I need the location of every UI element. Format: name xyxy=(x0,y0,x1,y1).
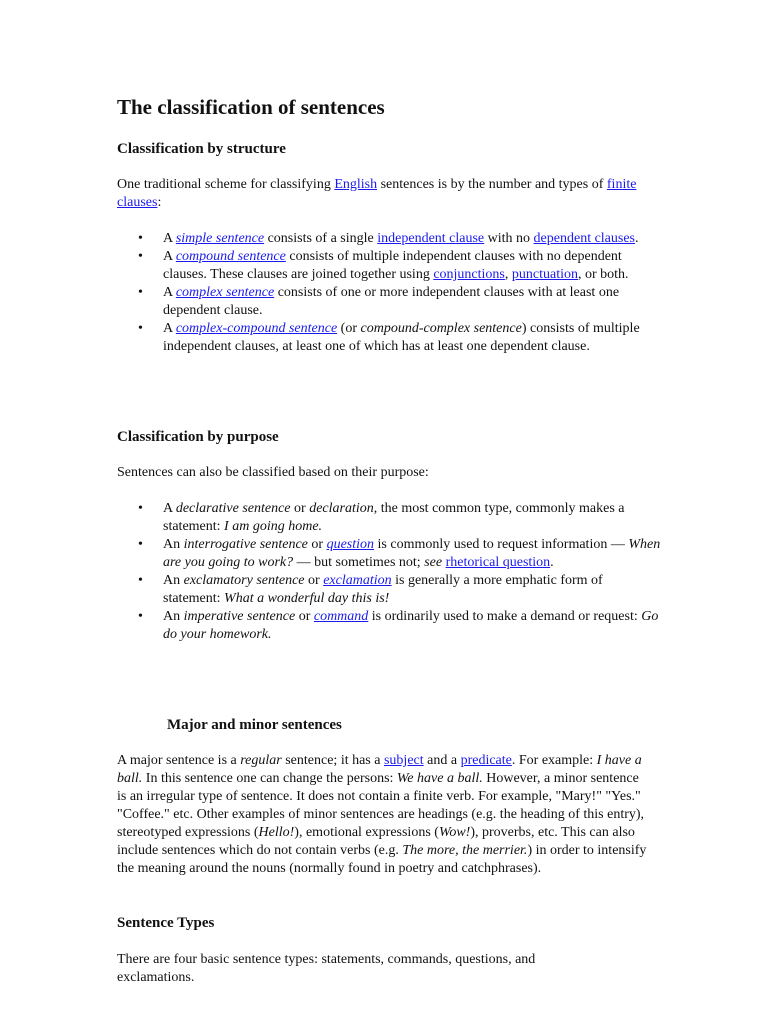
term: simple sentence xyxy=(175,231,265,246)
list-item xyxy=(117,608,662,644)
text: An xyxy=(163,573,184,588)
text: A xyxy=(163,321,176,336)
list-item xyxy=(117,500,662,536)
text: One traditional scheme for classifying xyxy=(117,177,335,192)
term: imperative sentence xyxy=(183,609,296,624)
link-clauses[interactable]: clauses xyxy=(117,195,158,210)
major-minor-heading-block xyxy=(167,715,662,735)
purpose-intro-block xyxy=(117,464,662,482)
text: , the most common type, commonly makes a statement: xyxy=(163,501,625,534)
text: An xyxy=(163,609,184,624)
text: and a xyxy=(423,753,461,768)
text: . xyxy=(550,555,554,570)
term: compound sentence xyxy=(175,249,286,264)
text: or xyxy=(304,573,324,588)
sentence-types-heading-block xyxy=(117,913,662,933)
text: or xyxy=(290,501,310,516)
link-command[interactable] xyxy=(314,609,368,624)
term: declarative sentence xyxy=(175,501,291,516)
example: Go do your homework. xyxy=(163,609,659,642)
purpose-heading-block xyxy=(117,427,662,447)
list-item xyxy=(117,320,662,356)
text: ) in order to intensify the meaning around the nouns (normally found in poetry and catchphrases). xyxy=(117,843,647,876)
link-exclamation[interactable] xyxy=(323,573,391,588)
link-rhetorical-question[interactable]: rhetorical question xyxy=(445,555,551,570)
text: A xyxy=(163,249,176,264)
text: consists of one or more independent clauses with at least one dependent clause. xyxy=(163,285,620,318)
list-item xyxy=(117,572,662,608)
text: : xyxy=(157,195,162,210)
text: ), emotional expressions ( xyxy=(294,825,439,840)
text: is generally a more emphatic form of statement: xyxy=(163,573,603,606)
term: complex sentence xyxy=(175,285,275,300)
purpose-list xyxy=(117,500,662,644)
text: In this sentence one can change the persons: xyxy=(142,771,397,786)
term: compound-complex sentence xyxy=(360,321,522,336)
text: sentences is by the number and types of xyxy=(377,177,607,192)
link-conjunctions[interactable]: conjunctions xyxy=(433,267,505,282)
term: complex-compound sentence xyxy=(175,321,338,336)
example: I have a ball. xyxy=(117,753,642,786)
text: A major sentence is a xyxy=(117,753,241,768)
text: (or xyxy=(337,321,361,336)
text: is commonly used to request information — xyxy=(374,537,629,552)
structure-heading: Classification by structure xyxy=(117,141,286,157)
text: or xyxy=(307,537,327,552)
text: However, a minor sentence is an irregular type of sentence. It does not contain a finite verb. For example, "Mary!" "Yes." "Coffee." etc. Other examples of minor sentences are headings (e.g. the heading of this entry), stereotyped expressions ( xyxy=(117,771,645,840)
list-item xyxy=(117,248,662,284)
term: regular xyxy=(240,753,282,768)
text: , or both. xyxy=(577,267,629,282)
text: is ordinarily used to make a demand or request: xyxy=(368,609,642,624)
structure-list xyxy=(117,230,662,356)
page-title: The classification of sentences xyxy=(117,95,385,119)
link-subject[interactable]: subject xyxy=(383,753,424,768)
text: ), proverbs, etc. This can also include sentences which do not contain verbs (e.g. xyxy=(117,825,635,858)
purpose-list-block xyxy=(117,500,662,644)
text: — but sometimes not; xyxy=(293,555,425,570)
example: What a wonderful day this is! xyxy=(224,591,390,606)
purpose-intro: Sentences can also be classified based on their purpose: xyxy=(117,465,429,480)
link-finite[interactable]: finite xyxy=(606,177,637,192)
link-predicate[interactable]: predicate xyxy=(460,753,512,768)
structure-intro xyxy=(117,176,662,212)
link-dependent-clauses[interactable]: dependent clauses xyxy=(533,231,636,246)
text: ) consists of multiple independent clauses, at least one of which has at least one dependent clause. xyxy=(163,321,640,354)
term: question xyxy=(326,537,375,552)
term: exclamatory sentence xyxy=(183,573,305,588)
example: Wow! xyxy=(438,825,471,840)
text: A xyxy=(163,231,176,246)
link-question[interactable] xyxy=(327,537,374,552)
term: interrogative sentence xyxy=(183,537,308,552)
text: consists of a single xyxy=(264,231,378,246)
link-english[interactable]: English xyxy=(334,177,378,192)
example: Hello! xyxy=(258,825,295,840)
term: command xyxy=(313,609,369,624)
example: The more, the merrier. xyxy=(402,843,528,858)
list-item xyxy=(117,284,662,320)
link-compound-sentence[interactable] xyxy=(176,249,286,264)
title-block xyxy=(117,94,662,120)
link-complex-compound-sentence[interactable] xyxy=(176,321,337,336)
example: I am going home. xyxy=(224,519,323,534)
text: A xyxy=(163,501,176,516)
text: A xyxy=(163,285,176,300)
list-item xyxy=(117,230,662,248)
list-item xyxy=(117,536,662,572)
structure-list-block xyxy=(117,230,662,356)
link-independent-clause[interactable]: independent clause xyxy=(377,231,485,246)
text: , xyxy=(504,267,512,282)
term: exclamation xyxy=(323,573,392,588)
purpose-heading: Classification by purpose xyxy=(117,429,279,445)
text: sentence; it has a xyxy=(281,753,384,768)
sentence-types-heading: Sentence Types xyxy=(117,915,215,931)
example: When are you going to work? xyxy=(163,537,661,570)
text: or xyxy=(295,609,314,624)
major-minor-heading: Major and minor sentences xyxy=(167,717,342,733)
sentence-types-paragraph: There are four basic sentence types: statements, commands, questions, and exclamations. xyxy=(117,952,536,985)
text: . xyxy=(635,231,639,246)
example: We have a ball. xyxy=(396,771,483,786)
sentence-types-paragraph-block xyxy=(117,951,597,987)
link-simple-sentence[interactable] xyxy=(176,231,264,246)
text: with no xyxy=(484,231,534,246)
structure-heading-block xyxy=(117,139,662,159)
see-label: see xyxy=(424,555,443,570)
text: An xyxy=(163,537,184,552)
major-minor-paragraph-block xyxy=(117,752,647,878)
major-minor-paragraph xyxy=(117,752,647,878)
link-punctuation[interactable]: punctuation xyxy=(511,267,578,282)
term: declaration xyxy=(309,501,374,516)
structure-intro-block xyxy=(117,176,662,212)
link-complex-sentence[interactable] xyxy=(176,285,274,300)
text: consists of multiple independent clauses with no dependent clauses. These clauses are joined together using xyxy=(163,249,622,282)
text: . For example: xyxy=(511,753,597,768)
